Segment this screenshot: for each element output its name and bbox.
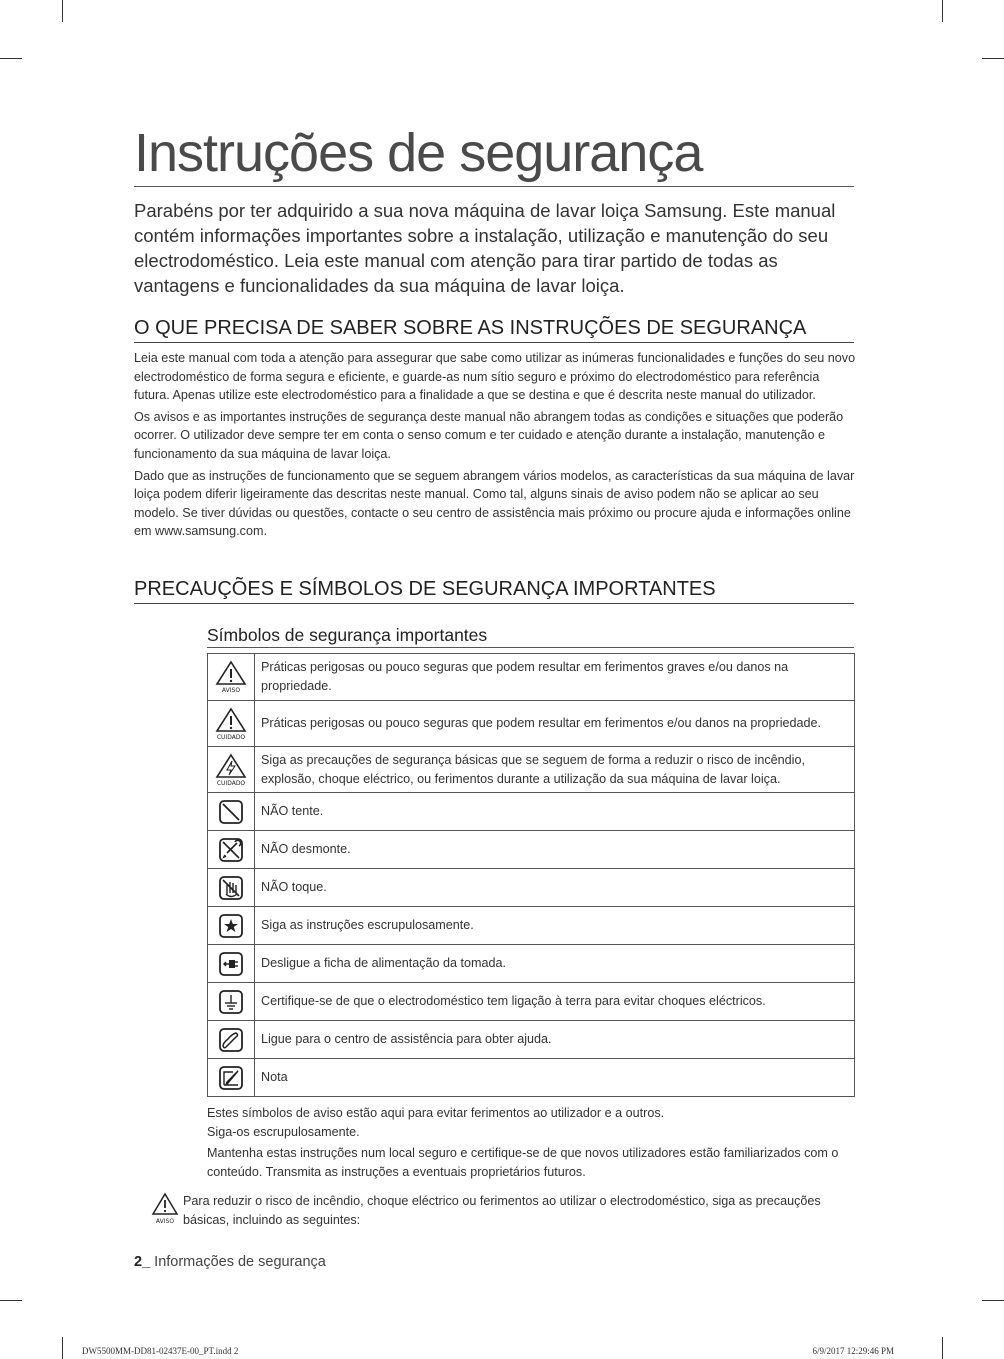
safety-symbols-table	[207, 653, 855, 1097]
symbol-cell	[208, 831, 255, 869]
crop-mark	[982, 58, 1004, 59]
table-row	[208, 701, 855, 747]
body-paragraph: Siga-os escrupulosamente.	[207, 1125, 360, 1139]
caution-fire-icon	[211, 752, 251, 788]
symbol-description: Práticas perigosas ou pouco seguras que podem resultar em ferimentos e/ou danos na propriedade.	[255, 701, 855, 747]
symbol-description: Siga as precauções de segurança básicas que se seguem de forma a reduzir o risco de incêndio, explosão, choque eléctrico, ou ferimentos durante a utilização da sua máquina de lavar loiça.	[255, 747, 855, 793]
warning-text: Para reduzir o risco de incêndio, choque eléctrico ou ferimentos ao utilizar o electrodoméstico, siga as precauções básicas, incluindo as seguintes:	[183, 1194, 821, 1227]
body-paragraph: Dado que as instruções de funcionamento que se seguem abrangem vários modelos, as características da sua máquina de lavar loiça podem diferir ligeiramente das descritas neste manual. Como tal, alguns sinais de aviso podem não se aplicar ao seu modelo. Se tiver dúvidas ou questões, contacte o seu centro de assistência mais próximo ou procure ajuda e informações online em www.samsung.com.	[134, 468, 855, 539]
symbol-description: Certifique-se de que o electrodoméstico tem ligação à terra para evitar choques eléctricos.	[255, 983, 855, 1021]
symbol-cell	[208, 1021, 255, 1059]
table-row	[208, 907, 855, 945]
page-title: Instruções de segurança	[134, 120, 854, 187]
symbol-description: NÃO toque.	[255, 869, 855, 907]
footer-label: Informações de segurança	[150, 1254, 326, 1270]
print-slug-file: DW5500MM-DD81-02437E-00_PT.indd 2	[82, 1346, 239, 1356]
symbol-description: Práticas perigosas ou pouco seguras que podem resultar em ferimentos graves e/ou danos na propriedade.	[255, 654, 855, 701]
table-row	[208, 869, 855, 907]
crop-mark	[982, 1300, 1004, 1301]
table-row	[208, 831, 855, 869]
symbol-cell	[208, 701, 255, 747]
table-row	[208, 654, 855, 701]
body-paragraph: Mantenha estas instruções num local seguro e certifique-se de que novos utilizadores estão familiarizados com o conteúdo. Transmita as instruções a eventuais proprietários futuros.	[207, 1146, 839, 1179]
caution-label: CUIDADO	[216, 779, 246, 787]
caution-label: CUIDADO	[216, 733, 246, 741]
symbol-cell	[208, 1059, 255, 1097]
follow-instructions-icon	[217, 912, 245, 940]
page-number: 2_	[134, 1254, 151, 1270]
page-footer	[134, 1254, 326, 1270]
symbol-description: NÃO tente.	[255, 793, 855, 831]
phone-icon	[217, 1026, 245, 1054]
do-not-disassemble-icon	[217, 836, 245, 864]
crop-mark	[0, 58, 22, 59]
symbol-cell	[208, 907, 255, 945]
table-row	[208, 945, 855, 983]
ground-icon	[217, 988, 245, 1016]
symbol-cell	[208, 747, 255, 793]
table-row	[208, 983, 855, 1021]
do-not-attempt-icon	[217, 798, 245, 826]
unplug-icon	[217, 950, 245, 978]
section-heading-precautions: PRECAUÇÕES E SÍMBOLOS DE SEGURANÇA IMPORTANTES	[134, 576, 854, 604]
symbol-description: Ligue para o centro de assistência para obter ajuda.	[255, 1021, 855, 1059]
symbol-description: Desligue a ficha de alimentação da tomada.	[255, 945, 855, 983]
warning-icon	[150, 1192, 180, 1226]
note-icon	[217, 1064, 245, 1092]
symbol-cell	[208, 654, 255, 701]
symbol-description: Nota	[255, 1059, 855, 1097]
crop-mark	[942, 1337, 943, 1359]
table-row	[208, 1021, 855, 1059]
crop-mark	[62, 1337, 63, 1359]
crop-mark	[62, 0, 63, 22]
table-row	[208, 1059, 855, 1097]
table-row	[208, 747, 855, 793]
symbol-description: NÃO desmonte.	[255, 831, 855, 869]
symbol-cell	[208, 793, 255, 831]
crop-mark	[942, 0, 943, 22]
section-body-what-to-know	[134, 349, 856, 544]
do-not-touch-icon	[217, 874, 245, 902]
body-paragraph: Leia este manual com toda a atenção para assegurar que sabe como utilizar as inúmeras funcionalidades e funções do seu novo electrodoméstico de forma segura e eficiente, e guarde-as num sítio seguro e próximo do electrodoméstico para referência futura. Apenas utilize este electrodoméstico para a finalidade a que se destina e que é descrita neste manual do utilizador.	[134, 351, 856, 403]
symbol-cell	[208, 869, 255, 907]
print-slug-date: 6/9/2017 12:29:46 PM	[812, 1346, 894, 1356]
warning-label: AVISO	[155, 1218, 175, 1225]
caution-icon	[211, 706, 251, 742]
symbol-description: Siga as instruções escrupulosamente.	[255, 907, 855, 945]
warning-label: AVISO	[221, 687, 241, 694]
subheading-safety-symbols: Símbolos de segurança importantes	[207, 623, 854, 648]
intro-paragraph: Parabéns por ter adquirido a sua nova máquina de lavar loiça Samsung. Este manual contém informações importantes sobre a instalação, utilização e manutenção do seu electrodoméstico. Leia este manual com atenção para tirar partido de todas as vantagens e funcionalidades da sua máquina de lavar loiça.	[134, 200, 836, 296]
section-heading-what-to-know: O QUE PRECISA DE SABER SOBRE AS INSTRUÇÕES DE SEGURANÇA	[134, 315, 854, 343]
body-paragraph: Estes símbolos de aviso estão aqui para evitar ferimentos ao utilizador e a outros.	[207, 1106, 665, 1120]
crop-mark	[0, 1300, 22, 1301]
warning-icon	[211, 659, 251, 695]
table-row	[208, 793, 855, 831]
symbol-cell	[208, 983, 255, 1021]
warning-note	[150, 1192, 855, 1229]
symbol-cell	[208, 945, 255, 983]
body-paragraph: Os avisos e as importantes instruções de segurança deste manual não abrangem todas as condições e situações que poderão ocorrer. O utilizador deve sempre ter em conta o senso comum e ter cuidado e atenção durante a instalação, manutenção e funcionamento da sua máquina de lavar loiça.	[134, 409, 844, 461]
symbols-footnote	[207, 1104, 857, 1184]
